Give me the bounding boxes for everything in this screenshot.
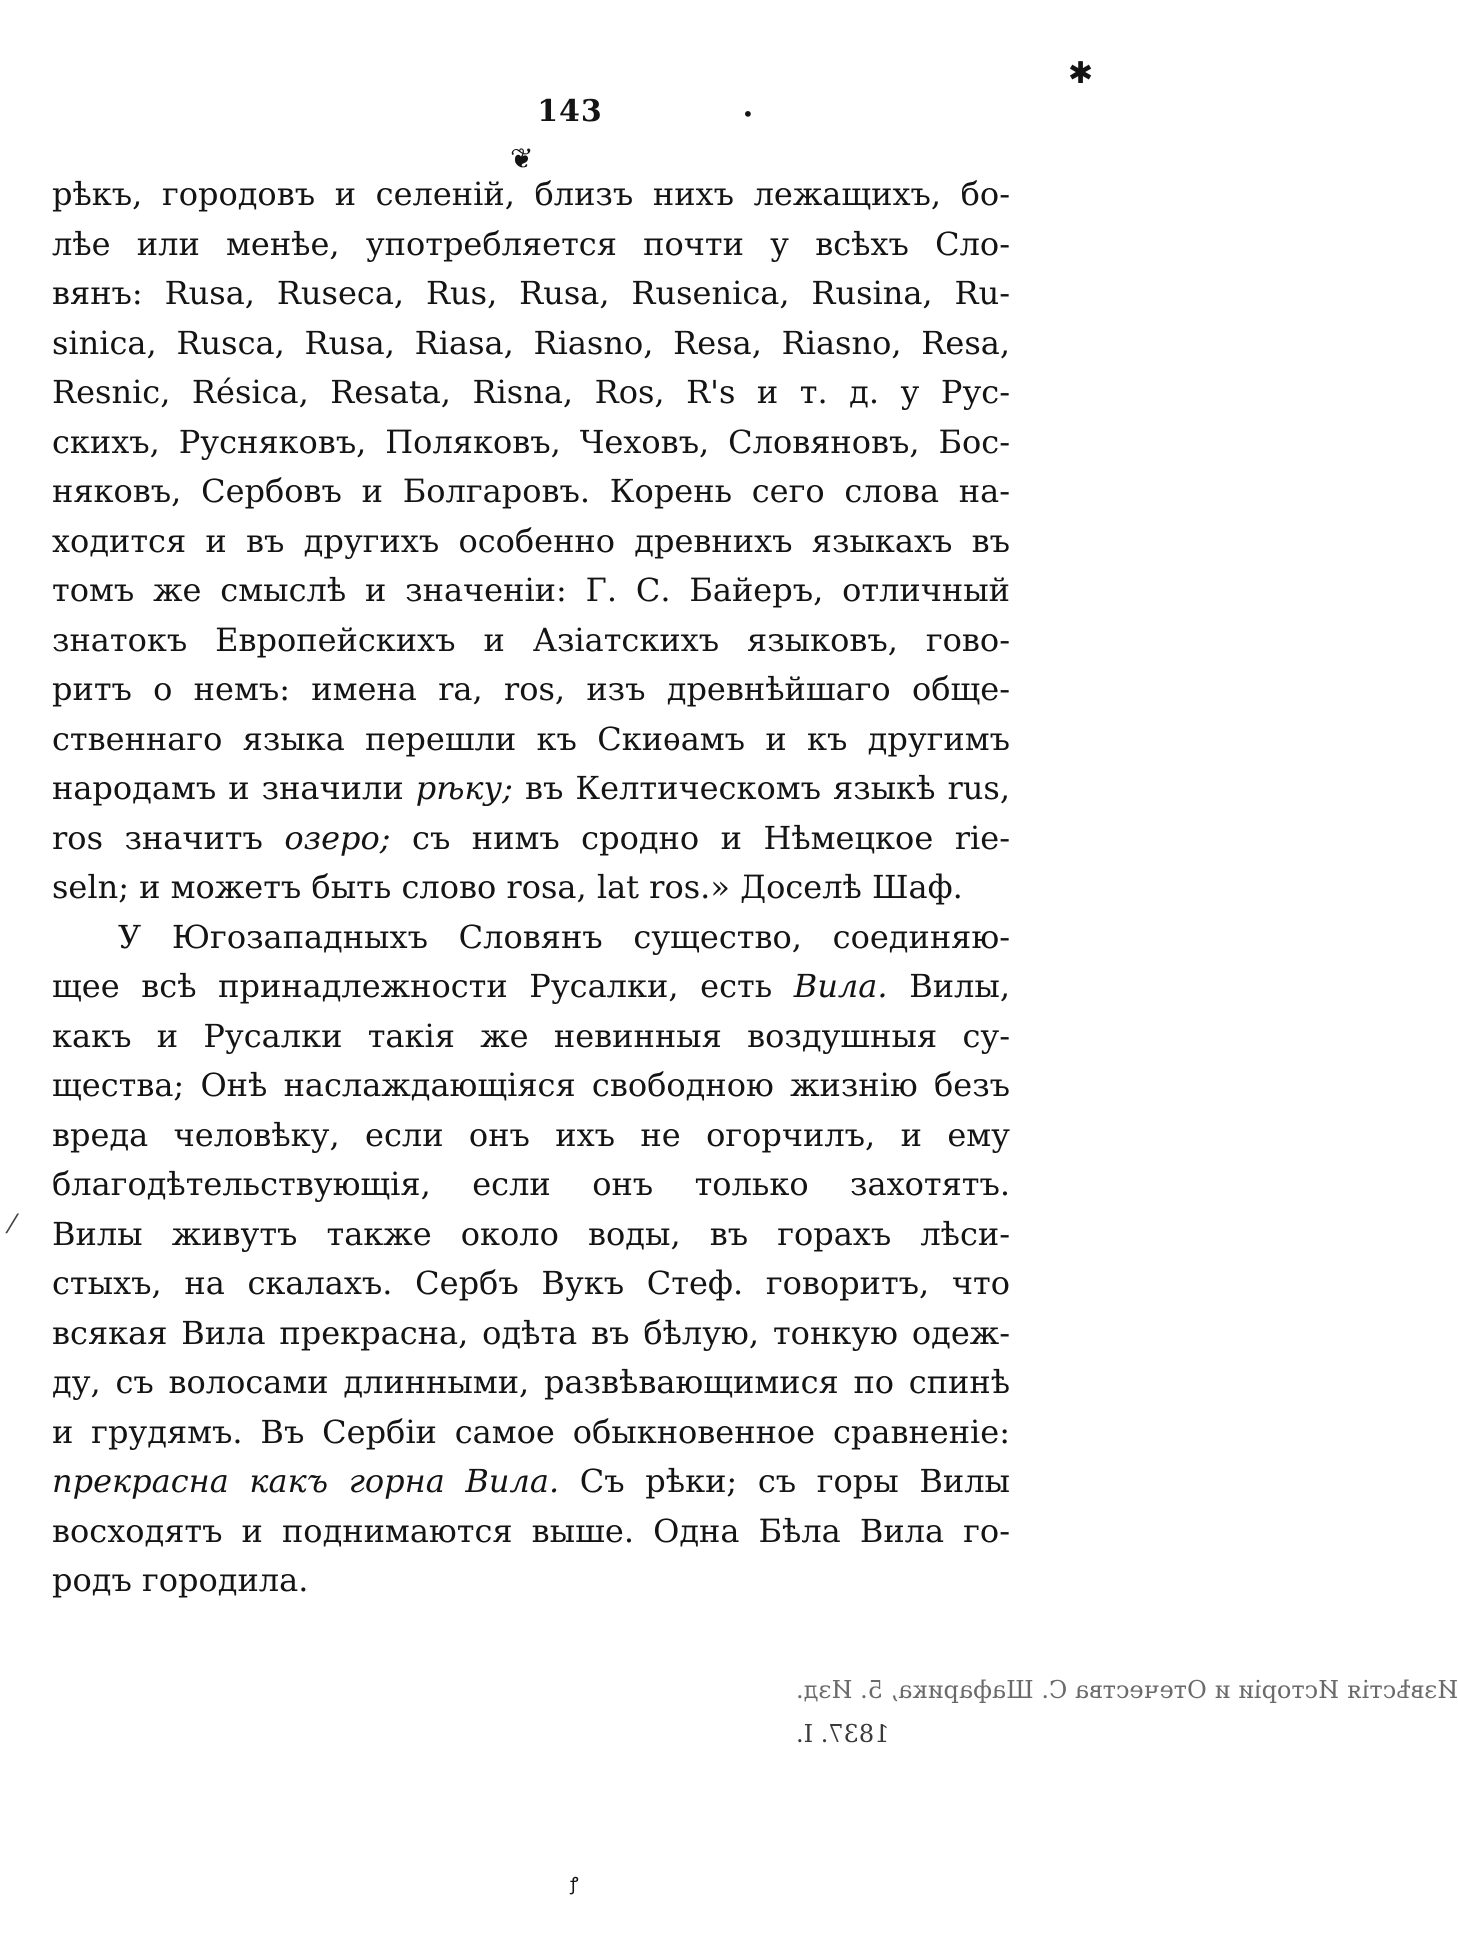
text-line: скихъ, Русняковъ, Поляковъ, Чеховъ, Словяновъ, Бос- [52, 422, 1010, 461]
italic-word: рѣку; [415, 769, 513, 807]
text-line: восходятъ и поднимаются выше. Одна Бѣла Вила го- [52, 1511, 1010, 1550]
text-line: seln; и можетъ быть слово rosa, lat ros.» Доселѣ Шаф. [52, 868, 963, 906]
text-segment: съ нимъ сродно и Нѣмецкое rie- [412, 818, 1011, 857]
ink-speck: ꝭ [570, 1874, 579, 1895]
text-segment: ros значитъ [52, 818, 263, 857]
italic-phrase: прекрасна какъ горна Вила. [52, 1462, 560, 1500]
paragraph-start-line: У Югозападныхъ Словянъ существо, соединяю- [118, 917, 1010, 956]
text-line: знатокъ Европейскихъ и Азiатскихъ языковъ, гово- [52, 620, 1010, 659]
text-line-mixed [52, 962, 1010, 1012]
text-line-mixed [52, 814, 1010, 864]
text-segment: щее всѣ принадлежности Русалки, есть [52, 967, 773, 1005]
text-line: ритъ о немъ: имена ra, ros, изъ древнѣйшаго обще- [52, 670, 1010, 708]
text-line: всякая Вила прекрасна, одѣта въ бѣлую, тонкую одеж- [52, 1313, 1010, 1352]
text-line: вянъ: Rusa, Ruseca, Rus, Rusa, Rusenica, Rusina, Ru- [52, 274, 1010, 312]
text-line: ственнаго языка перешли къ Скиѳамъ и къ другимъ [52, 719, 1010, 758]
bleed-through-text: Извѣстiя Исторiи и Отечества С. Шафарика, 5. Изд. [796, 1676, 1458, 1704]
ink-dot: • [742, 102, 754, 126]
text-line-mixed [52, 1457, 1010, 1507]
text-line: какъ и Русалки такiя же невинныя воздушныя су- [52, 1016, 1010, 1055]
bleed-through-text: 1837. I. [796, 1720, 890, 1748]
text-line: родъ городила. [52, 1561, 309, 1599]
text-line: щества; Онѣ наслаждающiяся свободною жизнiю безъ [52, 1066, 1010, 1104]
text-line: лѣе или менѣе, употребляется почти у всѣхъ Сло- [52, 224, 1010, 263]
italic-word: озеро; [284, 818, 391, 857]
text-line: благодѣтельствующiя, если онъ только захотятъ. [52, 1165, 1010, 1203]
text-line: ду, съ волосами длинными, развѣвающимися по спинѣ [52, 1363, 1010, 1401]
text-line: стыхъ, на скалахъ. Сербъ Вукъ Стеф. говоритъ, что [52, 1264, 1010, 1302]
ornament-icon: ❦ [510, 142, 534, 175]
margin-mark: ⁄ [10, 1210, 15, 1240]
text-segment: Вилы, [909, 967, 1011, 1005]
italic-word: Вила. [793, 967, 888, 1005]
text-line: вреда человѣку, если онъ ихъ не огорчилъ, и ему [52, 1115, 1010, 1154]
text-line: томъ же смыслѣ и значенiи: Г. С. Байеръ, отличный [52, 571, 1010, 609]
text-segment: народамъ и значили [52, 769, 404, 807]
text-line: и грудямъ. Въ Сербiи самое обыкновенное сравненiе: [52, 1412, 1010, 1451]
text-line: sinica, Rusca, Rusa, Riasa, Riasno, Resa, Riasno, Resa, [52, 323, 1010, 362]
text-line: Resnic, Résica, Resata, Risna, Ros, R's и т. д. у Рус- [52, 373, 1010, 411]
ink-blot: ✱ [1068, 56, 1094, 91]
text-line: рѣкъ, городовъ и селенiй, близъ нихъ лежащихъ, бо- [52, 175, 1010, 213]
text-segment: въ Келтическомъ языкѣ rus, [524, 769, 1010, 807]
page-number: 143 [537, 94, 603, 129]
text-segment: Съ рѣки; съ горы Вилы [579, 1462, 1010, 1500]
text-line: ходится и въ другихъ особенно древнихъ языкахъ въ [52, 521, 1010, 560]
body-text [52, 170, 1010, 1606]
text-line: Вилы живутъ также около воды, въ горахъ лѣси- [52, 1214, 1010, 1253]
text-line-mixed [52, 764, 1010, 814]
text-line: няковъ, Сербовъ и Болгаровъ. Корень сего слова на- [52, 472, 1010, 510]
